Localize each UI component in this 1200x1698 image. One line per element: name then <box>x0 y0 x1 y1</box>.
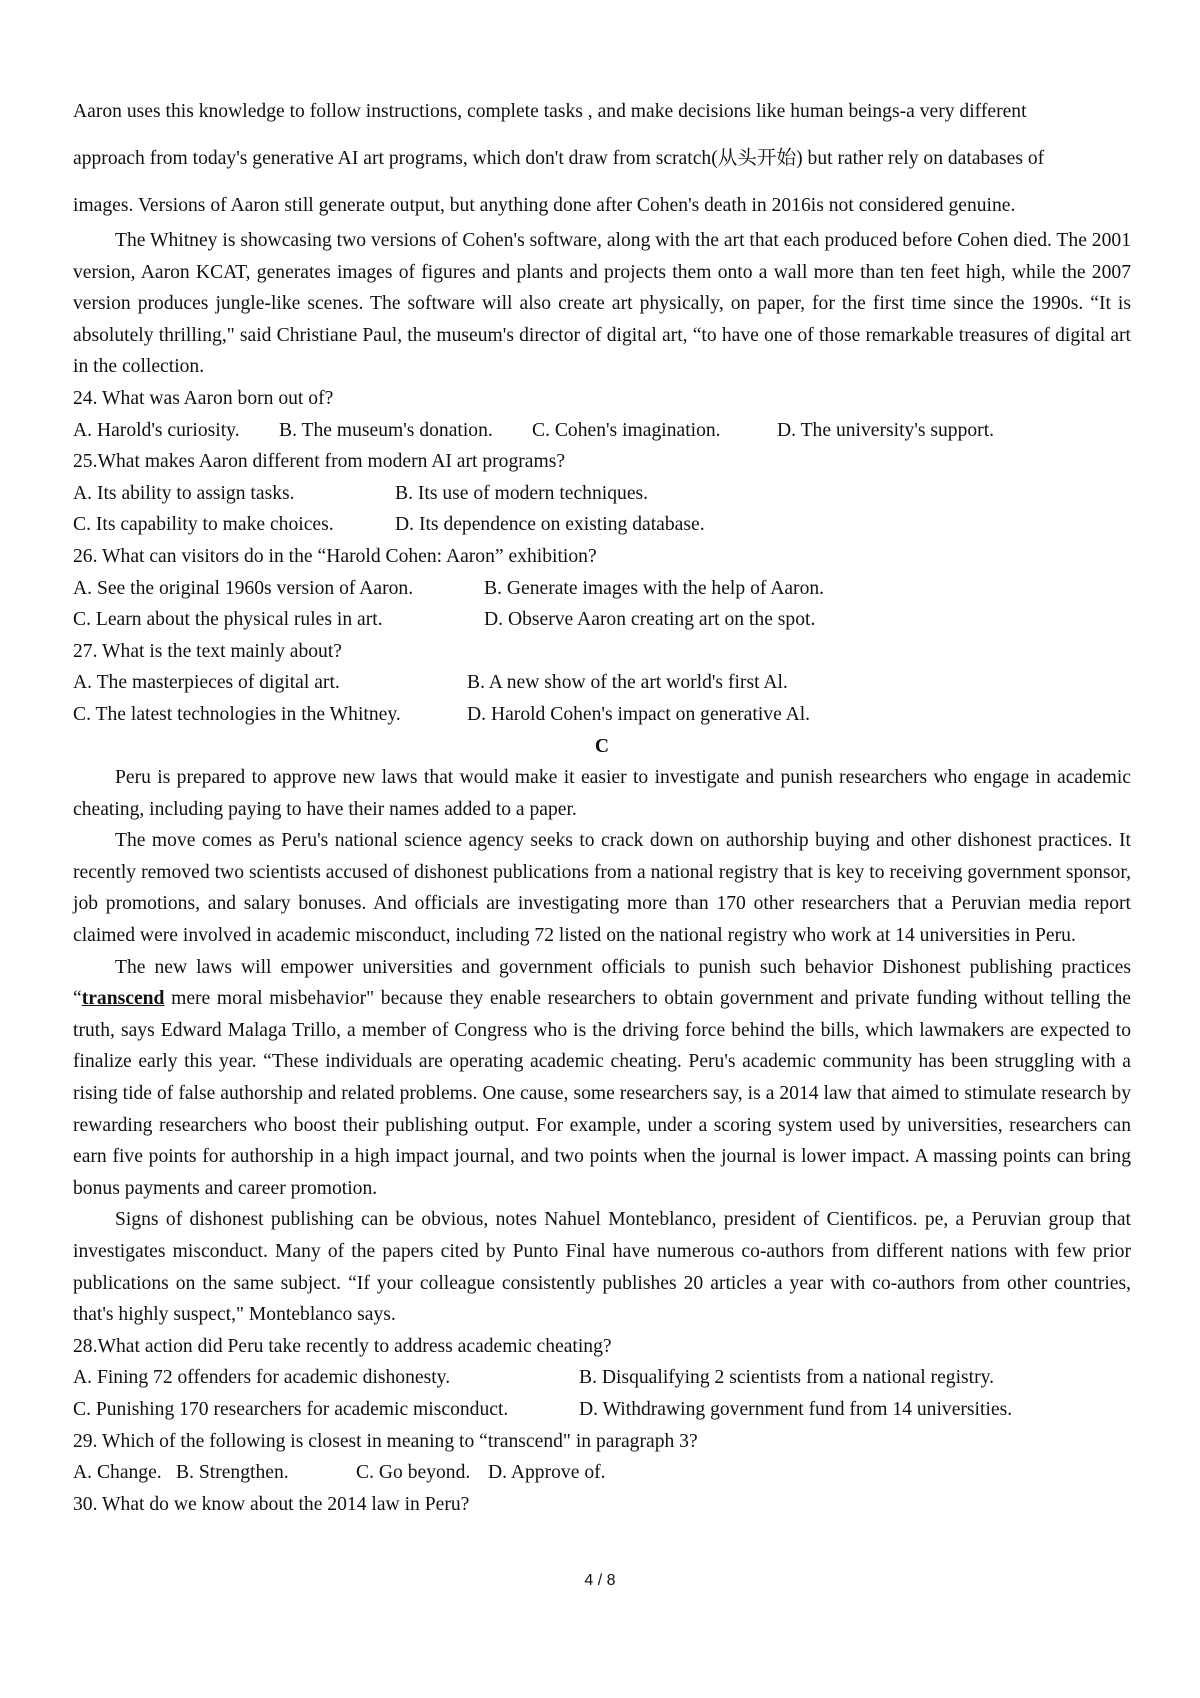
option-a: A. The masterpieces of digital art. <box>73 672 340 694</box>
option-d: D. The university's support. <box>777 419 995 441</box>
question-26-options-row-1 <box>73 573 1131 605</box>
option-c: C. Punishing 170 researchers for academic misconduct. <box>73 1398 509 1420</box>
option-d: D. Harold Cohen's impact on generative Al. <box>467 703 811 725</box>
option-b: B. Its use of modern techniques. <box>395 482 649 504</box>
question-24-options <box>73 415 1131 447</box>
option-b: B. Disqualifying 2 scientists from a national registry. <box>579 1367 995 1389</box>
question-29-options <box>73 1457 1131 1489</box>
page-content <box>73 88 1131 1520</box>
question-25-options-row-2 <box>73 509 1131 541</box>
main-body <box>73 225 1131 1520</box>
option-c: C. Go beyond. <box>356 1462 471 1484</box>
section-c-paragraph-4: Signs of dishonest publishing can be obvious, notes Nahuel Monteblanco, president of Cientificos. pe, a Peruvian group that investigates misconduct. Many of the papers cited by Punto Final have numerous co-authors from different nations with few prior publications on the same subject. “If your colleague consistently publishes 20 articles a year with co-authors from other countries, that's highly suspect," Monteblanco says. <box>73 1209 1131 1326</box>
section-c-paragraph-1: Peru is prepared to approve new laws that would make it easier to investigate and punish researchers who engage in academic cheating, including paying to have their names added to a paper. <box>73 767 1131 820</box>
option-b: B. Strengthen. <box>176 1462 289 1484</box>
question-26-stem: 26. What can visitors do in the “Harold Cohen: Aaron” exhibition? <box>73 545 597 567</box>
option-b: B. Generate images with the help of Aaron. <box>484 577 825 599</box>
question-25-options-row-1 <box>73 478 1131 510</box>
option-c: C. Its capability to make choices. <box>73 514 334 536</box>
option-a: A. Fining 72 offenders for academic dishonesty. <box>73 1367 451 1389</box>
question-28-options-row-2 <box>73 1394 1131 1426</box>
question-25-stem: 25.What makes Aaron different from modern AI art programs? <box>73 451 566 473</box>
text-line: approach from today's generative AI art programs, which don't draw from scratch(从头开始) but rather rely on databases of <box>73 148 1045 169</box>
option-c: C. The latest technologies in the Whitney. <box>73 703 401 725</box>
option-b: B. A new show of the art world's first Al. <box>467 672 788 694</box>
text-line: images. Versions of Aaron still generate output, but anything done after Cohen's death in 2016is not considered genuine. <box>73 195 1016 216</box>
option-d: D. Approve of. <box>488 1462 606 1484</box>
option-a: A. Its ability to assign tasks. <box>73 482 295 504</box>
option-c: C. Cohen's imagination. <box>532 419 721 441</box>
option-a: A. See the original 1960s version of Aaron. <box>73 577 414 599</box>
text-line: Aaron uses this knowledge to follow instructions, complete tasks , and make decisions like human beings-a very different <box>73 101 1027 122</box>
question-28-options-row-1 <box>73 1362 1131 1394</box>
section-c-paragraph-3 <box>73 952 1131 1205</box>
paragraph-3-text-start: The new laws will empower universities and government officials to punish such behavior Dishonest publishing practices “ <box>73 956 1131 1010</box>
option-d: D. Withdrawing government fund from 14 universities. <box>579 1398 1013 1420</box>
paragraph-3-text-end: mere moral misbehavior" because they enable researchers to obtain government and private funding without telling the truth, says Edward Malaga Trillo, a member of Congress who is the driving force behind the bills, which lawmakers are expected to finalize early this year. “These individuals are operating academic cheating. Peru's academic community has been struggling with a rising tide of false authorship and related problems. One cause, some researchers say, is a 2014 law that aimed to stimulate research by rewarding researchers who boost their publishing output. For example, under a scoring system used by universities, researchers can earn five points for authorship in a high impact journal, and two points when the journal is lower impact. A massing points can bring bonus payments and career promotion. <box>73 988 1131 1199</box>
question-27-options-row-2 <box>73 699 1131 731</box>
question-28-stem: 28.What action did Peru take recently to address academic cheating? <box>73 1335 612 1357</box>
passage-b-paragraph-2: The Whitney is showcasing two versions of Cohen's software, along with the art that each produced before Cohen died. The 2001 version, Aaron KCAT, generates images of figures and plants and projects them onto a wall more than ten feet high, while the 2007 version produces jungle-like scenes. The software will also create art physically, on paper, for the first time since the 1990s. “It is absolutely thrilling," said Christiane Paul, the museum's director of digital art, “to have one of those remarkable treasures of digital art in the collection. <box>73 230 1131 378</box>
question-26-options-row-2 <box>73 604 1131 636</box>
option-c: C. Learn about the physical rules in art. <box>73 609 383 631</box>
question-30-stem: 30. What do we know about the 2014 law in Peru? <box>73 1493 470 1515</box>
question-24-stem: 24. What was Aaron born out of? <box>73 387 334 409</box>
section-c-paragraph-2: The move comes as Peru's national science agency seeks to crack down on authorship buying and other dishonest practices. It recently removed two scientists accused of dishonest publications from a national registry that is key to receiving government sponsor, job promotions, and salary bonuses. And officials are investigating more than 170 other researchers that a Peruvian media report claimed were involved in academic misconduct, including 72 listed on the national registry who work at 14 universities in Peru. <box>73 830 1131 947</box>
question-29-stem: 29. Which of the following is closest in meaning to “transcend" in paragraph 3? <box>73 1430 698 1452</box>
underlined-word-transcend: transcend <box>81 988 165 1010</box>
passage-b-paragraph-1 <box>73 88 1131 229</box>
question-27-stem: 27. What is the text mainly about? <box>73 640 342 662</box>
option-a: A. Change. <box>73 1462 162 1484</box>
section-c-heading: C <box>594 735 610 757</box>
option-d: D. Observe Aaron creating art on the spot. <box>484 609 816 631</box>
option-a: A. Harold's curiosity. <box>73 419 240 441</box>
option-b: B. The museum's donation. <box>279 419 493 441</box>
question-27-options-row-1 <box>73 667 1131 699</box>
option-d: D. Its dependence on existing database. <box>395 514 705 536</box>
page-number: 4 / 8 <box>584 1572 616 1589</box>
